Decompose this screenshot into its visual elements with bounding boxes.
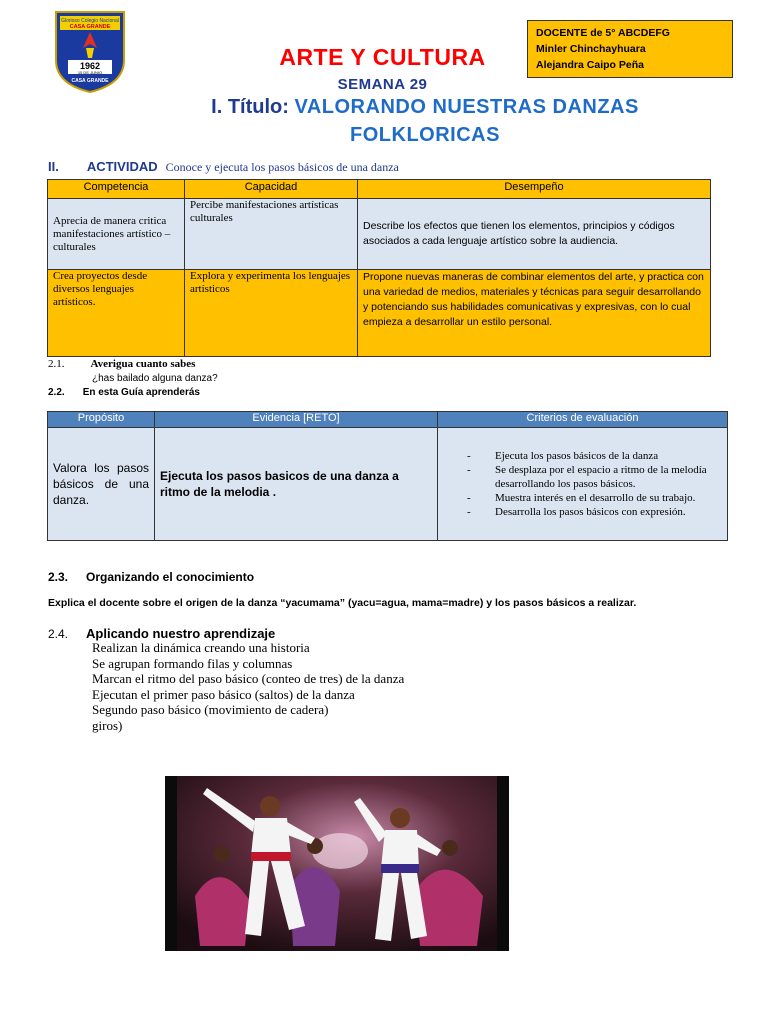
section-2-4 (48, 626, 275, 641)
table-row (48, 270, 711, 357)
section-number: 2.2. (48, 387, 65, 398)
table-row (48, 428, 728, 541)
logo-bottom-text: CASA GRANDE (71, 78, 109, 84)
steps-list (92, 640, 404, 733)
logo-year: 1962 (79, 61, 101, 71)
section-2-3-text: Explica el docente sobre el origen de la danza “yacumama” (yacu=agua, mama=madre) y los pasos básicos a realizar. (48, 597, 637, 609)
desempeno-cell: Propone nuevas maneras de combinar elementos del arte, y practica con una variedad de medios, materiales y técnicas para seguir desarrollando y potenciando sus habilidades comunicativas y expresivas, con lo cual empieza a desarrollar un estilo personal. (358, 270, 711, 357)
teacher-grade: DOCENTE de 5° ABCDEFG (536, 27, 670, 39)
logo-top-text: Glorioso Colegio Nacional (61, 18, 119, 24)
section-2-1 (48, 358, 195, 370)
page-title (120, 96, 730, 119)
table-header: Capacidad (185, 180, 358, 199)
list-item: Ejecutan el primer paso básico (saltos) de la danza (92, 686, 355, 702)
competencia-cell: Aprecia de manera critica manifestaciones artístico – culturales (48, 199, 185, 270)
section-number: 2.1. (48, 358, 65, 370)
competency-table (47, 179, 711, 357)
folk-dancers-photo (165, 776, 509, 951)
logo-date: 15 DE JUNIO (77, 70, 103, 75)
list-item: Realizan la dinámica creando una historia (92, 640, 310, 655)
activity-number: II. (48, 159, 59, 174)
section-title: Aplicando nuestro aprendizaje (86, 626, 276, 641)
section-number: 2.3. (48, 570, 69, 584)
teacher-name-2: Alejandra Caipo Peña (536, 59, 644, 71)
activity-description: Conoce y ejecuta los pasos básicos de una danza (165, 160, 399, 174)
table-header: Competencia (48, 180, 185, 199)
proposito-cell: Valora los pasos básicos de una danza. (48, 428, 155, 541)
table-header: Evidencia [RETO] (155, 412, 438, 428)
section-number: 2.4. (48, 627, 69, 641)
list-item: - Se desplaza por el espacio a ritmo de la melodía desarrollando los pasos básicos. (467, 463, 722, 491)
capacidad-cell: Percibe manifestaciones artísticas culturales (185, 199, 358, 270)
table-header: Criterios de evaluación (438, 412, 728, 428)
list-item: giros) (92, 717, 123, 733)
teacher-name-1: Minler Chinchayhuara (536, 43, 646, 55)
list-item: - Desarrolla los pasos básicos con expresión. (467, 505, 722, 519)
competencia-cell: Crea proyectos desde diversos lenguajes artísticos. (48, 270, 185, 357)
section-2-1-question: ¿has bailado alguna danza? (92, 373, 218, 384)
desempeno-cell: Describe los efectos que tienen los elementos, principios y códigos asociados a cada lenguaje artístico sobre la audiencia. (358, 199, 711, 270)
table-header: Propósito (48, 412, 155, 428)
list-item: Segundo paso básico (movimiento de cadera) (92, 702, 329, 717)
table-header: Desempeño (358, 180, 711, 199)
list-item: Se agrupan formando filas y columnas (92, 655, 293, 671)
title-label: I. Título: (211, 96, 289, 118)
section-title: Averigua cuanto sabes (90, 358, 196, 370)
title-text-line1: VALORANDO NUESTRAS DANZAS (294, 96, 639, 118)
section-title: Organizando el conocimiento (86, 570, 255, 584)
evidencia-cell: Ejecuta los pasos basicos de una danza a ritmo de la melodia . (155, 428, 438, 541)
criterios-cell (438, 428, 728, 541)
week-label: SEMANA 29 (337, 76, 428, 93)
section-2-2 (48, 387, 200, 398)
title-text-line2: FOLKLORICAS (350, 124, 500, 146)
activity-title: ACTIVIDAD (86, 159, 158, 174)
section-title: En esta Guía aprenderás (82, 387, 200, 398)
activity-heading (48, 158, 748, 176)
logo-school-name: CASA GRANDE (69, 24, 111, 30)
table-row (48, 199, 711, 270)
list-item: - Muestra interés en el desarrollo de su trabajo. (467, 491, 722, 505)
capacidad-cell: Explora y experimenta los lenguajes artísticos (185, 270, 358, 357)
section-2-3 (48, 570, 254, 584)
list-item: Marcan el ritmo del paso básico (conteo de tres) de la danza (92, 671, 405, 686)
list-item: - Ejecuta los pasos básicos de la danza (467, 449, 722, 463)
criteria-list (443, 449, 722, 519)
subject-title: ARTE Y CULTURA (279, 44, 486, 70)
purpose-table (47, 411, 728, 541)
school-crest-icon (52, 10, 128, 94)
